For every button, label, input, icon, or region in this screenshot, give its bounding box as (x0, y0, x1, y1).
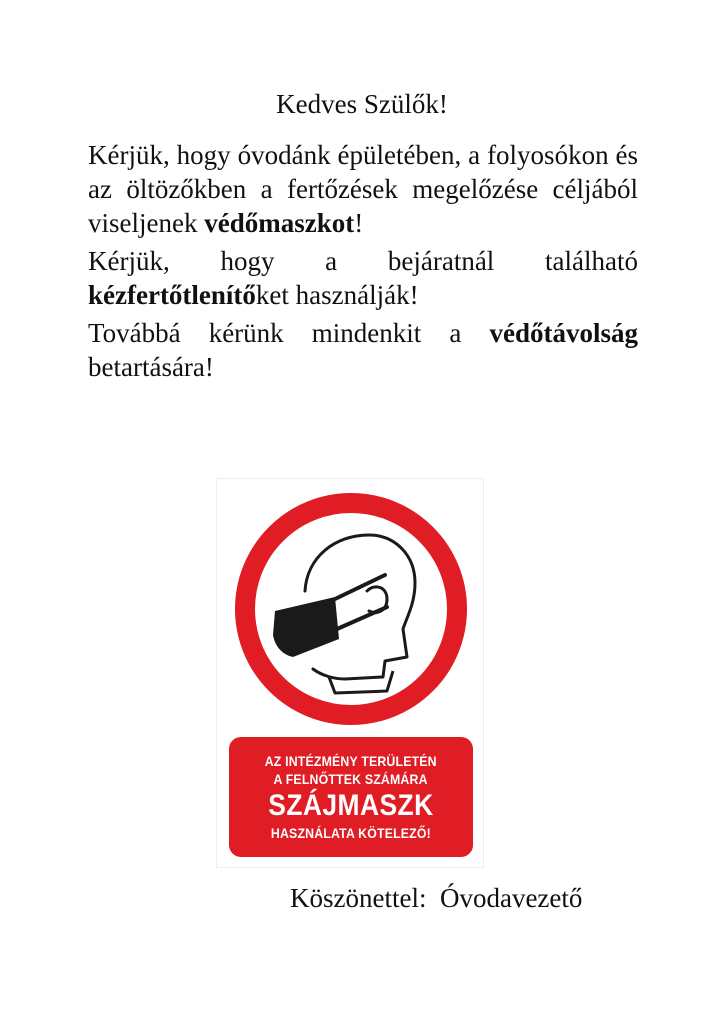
sign-line-4: HASZNÁLATA KÖTELEZŐ! (270, 825, 432, 841)
paragraph-end: ket használják! (255, 280, 419, 310)
paragraph-disinfectant-request (88, 244, 638, 312)
greeting: Kedves Szülők! (276, 89, 448, 119)
paragraph-text: Kérjük, hogy a bejáratnál található (88, 246, 638, 276)
letter-body (88, 138, 638, 388)
sign-text-panel (229, 737, 473, 857)
emphasis-disinfectant: kézfertőtlenítő (88, 280, 256, 310)
closing-signature: Köszönettel: Óvodavezető (290, 883, 583, 913)
paragraph-mask-request (88, 138, 638, 240)
emphasis-distance: védőtávolság (489, 318, 638, 348)
face-mask-icon (217, 479, 485, 737)
paragraph-text: Kérjük, hogy óvodánk épületében, a folyosókon és az öltözőkben a fertőzések megelőzése céljából viseljenek (88, 140, 638, 238)
mandatory-mask-sign (216, 478, 484, 868)
sign-line-3: SZÁJMASZK (268, 789, 434, 822)
paragraph-distance-request (88, 316, 638, 384)
paragraph-end: ! (354, 208, 364, 238)
sign-line-2: A FELNŐTTEK SZÁMÁRA (273, 771, 429, 787)
emphasis-mask: védőmaszkot (204, 208, 355, 238)
paragraph-text: Továbbá kérünk mindenkit a (88, 318, 490, 348)
paragraph-end: betartására! (88, 352, 214, 382)
sign-line-1: AZ INTÉZMÉNY TERÜLETÉN (264, 753, 438, 769)
